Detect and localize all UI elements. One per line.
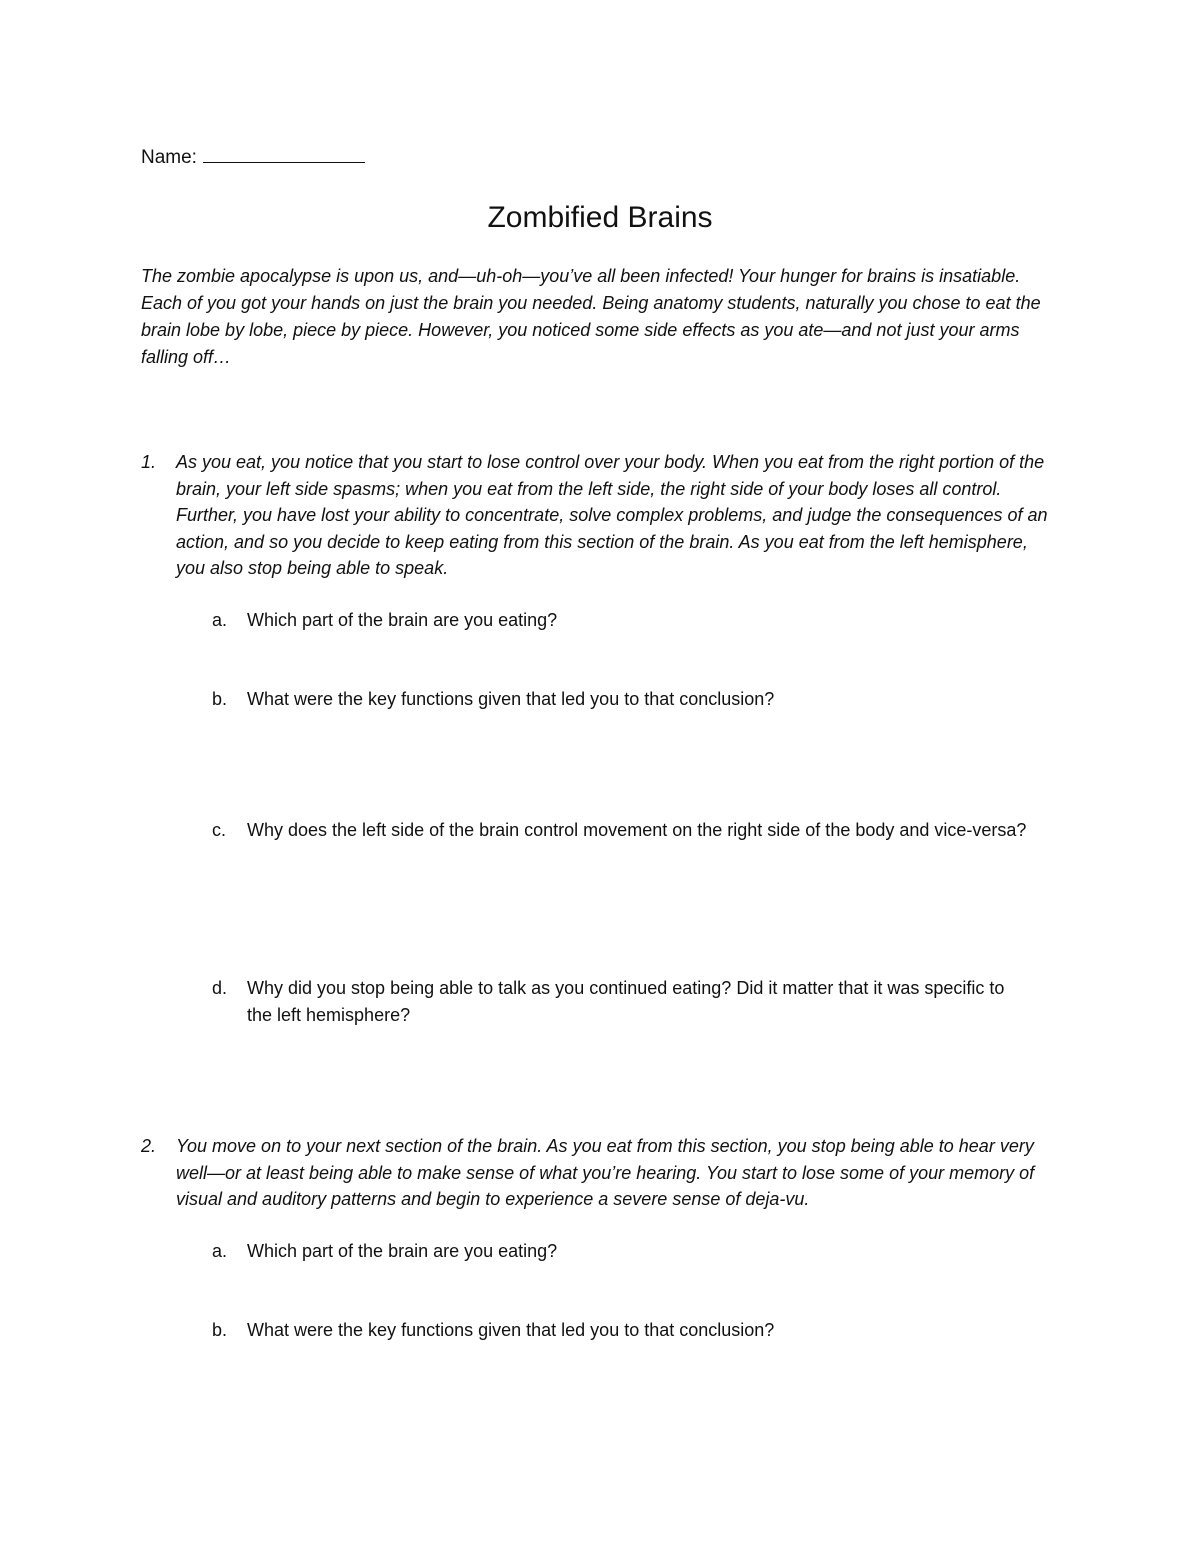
name-field [141, 143, 365, 171]
question-number: 2. [141, 1136, 157, 1156]
question-1 [141, 449, 1061, 582]
question-1-sub-d [212, 975, 1032, 1028]
name-blank-line[interactable] [203, 143, 365, 163]
intro-paragraph: The zombie apocalypse is upon us, and—uh-oh—you’ve all been infected! Your hunger for brains is insatiable. Each of you got your hands on just the brain you needed. Being anatomy students, naturally you chose to eat the brain lobe by lobe, piece by piece. However, you noticed some side effects as you ate—and not just your arms falling off… [141, 266, 1041, 367]
sub-text: What were the key functions given that led you to that conclusion? [247, 1320, 775, 1340]
sub-letter: a. [212, 610, 228, 630]
question-2-sub-b [212, 1317, 1032, 1344]
sub-text: Why did you stop being able to talk as you continued eating? Did it matter that it was specific to the left hemisphere? [247, 978, 1005, 1025]
sub-letter: b. [212, 1320, 228, 1340]
sub-text: What were the key functions given that led you to that conclusion? [247, 689, 775, 709]
sub-letter: c. [212, 820, 227, 840]
sub-letter: a. [212, 1241, 228, 1261]
document-title: Zombified Brains [487, 201, 713, 234]
sub-letter: d. [212, 978, 228, 998]
question-1-sub-b [212, 686, 1032, 713]
name-label: Name: [141, 147, 197, 168]
sub-text: Which part of the brain are you eating? [247, 610, 558, 630]
question-text: As you eat, you notice that you start to lose control over your body. When you eat from the right portion of the brain, your left side spasms; when you eat from the left side, the right side of your body loses all control. Further, you have lost your ability to concentrate, solve complex problems, and judge the consequences of an action, and so you decide to keep eating from this section of the brain. As you eat from the left hemisphere, you also stop being able to speak. [176, 452, 1048, 578]
sub-text: Why does the left side of the brain control movement on the right side of the body and vice-versa? [247, 820, 1027, 840]
question-1-sub-a [212, 607, 1032, 634]
question-1-sub-c [212, 817, 1032, 844]
question-2 [141, 1133, 1061, 1213]
sub-letter: b. [212, 689, 228, 709]
question-number: 1. [141, 452, 157, 472]
question-2-sub-a [212, 1238, 1032, 1265]
sub-text: Which part of the brain are you eating? [247, 1241, 558, 1261]
question-text: You move on to your next section of the brain. As you eat from this section, you stop being able to hear very well—or at least being able to make sense of what you’re hearing. You start to lose some of your memory of visual and auditory patterns and begin to experience a severe sense of deja-vu. [176, 1136, 1035, 1209]
